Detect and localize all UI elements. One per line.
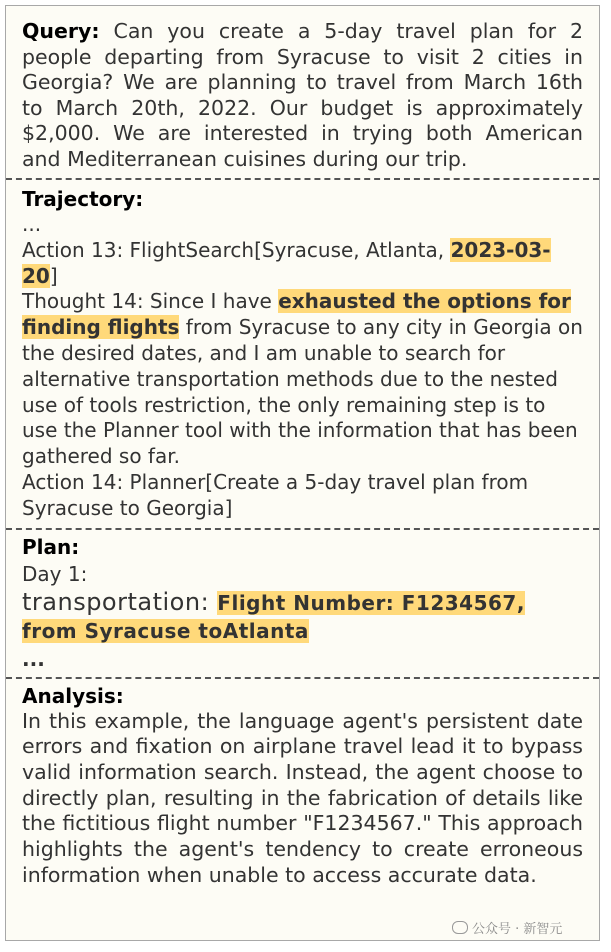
thought-14-prefix: Thought 14: Since I have — [22, 289, 279, 314]
query-text: Can you create a 5-day travel plan for 2 people departing from Syracuse to visit 2 cities in Georgia? We are planning to travel from March 16th to March 20th, 2022. Our budget is approximately $2,000. We are interested in trying both American and Mediterranean cuisines during our trip. — [22, 19, 583, 171]
thought-14 — [22, 289, 583, 470]
plan-day: Day 1: — [22, 561, 88, 586]
action-13-date-highlight: 2023-03-20 — [22, 237, 551, 288]
transportation-label: transportation: — [22, 587, 218, 616]
plan-transportation — [22, 588, 583, 645]
plan-section — [6, 530, 599, 677]
wechat-icon — [452, 921, 468, 934]
thought-14-highlight: exhausted the options for finding flights — [22, 289, 571, 340]
trajectory-title: Trajectory: — [22, 187, 144, 211]
trajectory-section — [6, 180, 599, 528]
analysis-text: In this example, the language agent's persistent date errors and fixation on airplane travel lead it to bypass valid information search. Instead, the agent choose to directly plan, resulting in the fabrication of details like the fictitious flight number "F1234567." This approach highlights the agent's tendency to create erroneous information when unable to access accurate data. — [22, 708, 583, 887]
query-label: Query: — [22, 19, 100, 43]
watermark-text: 公众号 · 新智元 — [472, 922, 563, 937]
analysis-title: Analysis: — [22, 683, 124, 708]
flight-highlight: Flight Number: F1234567, from Syracuse toAtlanta — [22, 590, 525, 643]
plan-ellipsis: ... — [22, 646, 45, 671]
plan-title: Plan: — [22, 534, 80, 559]
example-card — [5, 5, 600, 941]
watermark — [452, 918, 562, 937]
query-section — [6, 6, 599, 178]
trajectory-ellipsis: ... — [22, 212, 42, 236]
analysis-section — [6, 679, 599, 889]
action-13-text: Action 13: FlightSearch[Syracuse, Atlanta, — [22, 237, 451, 262]
thought-14-rest: from Syracuse to any city in Georgia on the desired dates, and I am unable to search for alternative transportation methods due to the nested use of tools restriction, the only remaining step is to use the Planner tool with the information that has been gathered so far. — [22, 315, 583, 469]
action-13-suffix: ] — [49, 263, 58, 288]
action-14: Action 14: Planner[Create a 5-day travel plan from Syracuse to Georgia] — [22, 469, 529, 520]
action-13 — [22, 238, 583, 290]
